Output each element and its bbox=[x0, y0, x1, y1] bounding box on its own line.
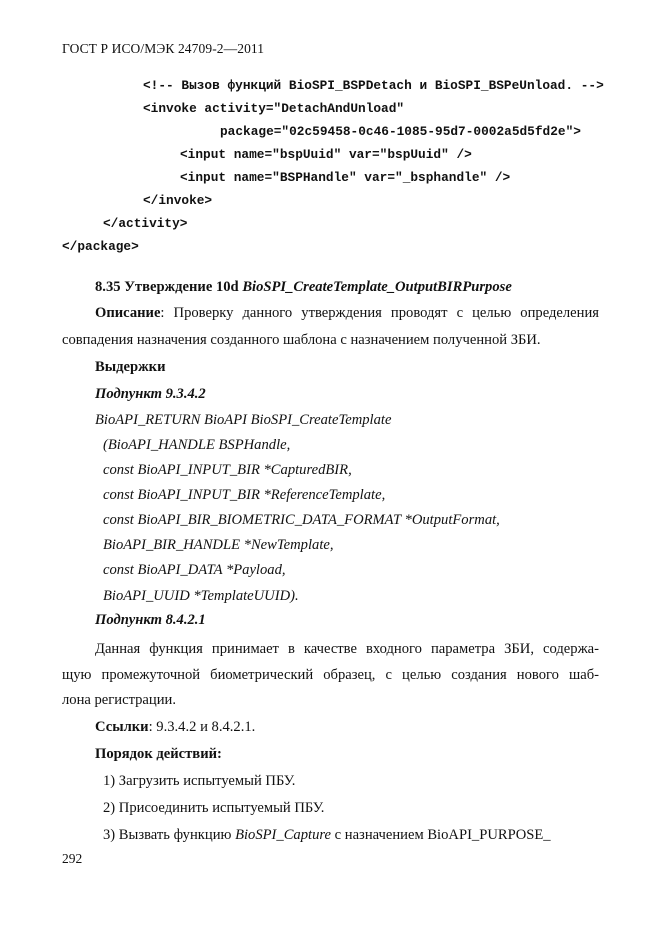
references-label: Ссылки bbox=[95, 719, 149, 735]
code-line-activity-close: </activity> bbox=[103, 216, 188, 231]
signature-line: BioAPI_UUID *TemplateUUID). bbox=[103, 588, 299, 604]
extracts-heading: Выдержки bbox=[95, 359, 166, 375]
description-line-1 bbox=[95, 305, 599, 322]
code-line-input-handle: <input name="BSPHandle" var="_bsphandle" /> bbox=[180, 170, 511, 185]
signature-line: const BioAPI_INPUT_BIR *CapturedBIR, bbox=[103, 462, 352, 478]
code-line-package-attr: package="02c59458-0c46-1085-95d7-0002a5d5fd2e"> bbox=[220, 124, 581, 139]
references-value: : 9.3.4.2 и 8.4.2.1. bbox=[148, 719, 256, 735]
signature-line: (BioAPI_HANDLE BSPHandle, bbox=[103, 437, 291, 453]
code-line-input-uuid: <input name="bspUuid" var="bspUuid" /> bbox=[180, 147, 472, 162]
step3-prefix: 3) Вызвать функцию bbox=[103, 827, 236, 843]
code-line-package-close: </package> bbox=[62, 239, 139, 254]
description-label: Описание bbox=[95, 305, 161, 321]
page-header: ГОСТ Р ИСО/МЭК 24709-2—2011 bbox=[62, 41, 265, 56]
code-line-invoke: <invoke activity="DetachAndUnload" bbox=[143, 101, 405, 116]
signature-line: const BioAPI_BIR_BIOMETRIC_DATA_FORMAT *OutputFormat, bbox=[103, 512, 500, 528]
step3-function: BioSPI_Capture bbox=[235, 827, 331, 843]
function-desc-line-3: лона регистрации. bbox=[62, 692, 176, 708]
section-title-prefix: Утверждение 10d bbox=[124, 279, 239, 295]
procedure-step-3 bbox=[103, 827, 551, 844]
section-title bbox=[95, 279, 512, 296]
function-desc-line-1: Данная функция принимает в качестве входного параметра ЗБИ, содержа- bbox=[95, 641, 599, 657]
description-text-1: : Проверку данного утверждения проводят с целью определения bbox=[160, 305, 599, 321]
step3-suffix: с назначением BioAPI_PURPOSE_ bbox=[331, 827, 551, 843]
page-number: 292 bbox=[62, 851, 83, 866]
procedure-step: 2) Присоединить испытуемый ПБУ. bbox=[103, 800, 325, 816]
signature-line: BioAPI_BIR_HANDLE *NewTemplate, bbox=[103, 537, 334, 553]
subitem-9342: Подпункт 9.3.4.2 bbox=[95, 386, 206, 402]
procedure-heading: Порядок действий: bbox=[95, 746, 222, 762]
signature-line: BioAPI_RETURN BioAPI BioSPI_CreateTemplate bbox=[95, 412, 392, 428]
procedure-step: 1) Загрузить испытуемый ПБУ. bbox=[103, 773, 296, 789]
signature-line: const BioAPI_INPUT_BIR *ReferenceTemplate, bbox=[103, 487, 386, 503]
section-number: 8.35 bbox=[95, 279, 121, 295]
code-line-invoke-close: </invoke> bbox=[143, 193, 213, 208]
code-line-comment: <!-- Вызов функций BioSPI_BSPDetach и BioSPI_BSPeUnload. --> bbox=[143, 78, 604, 93]
references bbox=[95, 719, 255, 736]
section-title-function: BioSPI_CreateTemplate_OutputBIRPurpose bbox=[242, 279, 512, 295]
description-line-2: совпадения назначения созданного шаблона с назначением полученной ЗБИ. bbox=[62, 332, 541, 348]
function-desc-line-2: щую промежуточной биометрический образец, с целью создания нового шаб- bbox=[62, 667, 599, 683]
subitem-8421: Подпункт 8.4.2.1 bbox=[95, 612, 206, 628]
signature-line: const BioAPI_DATA *Payload, bbox=[103, 562, 286, 578]
